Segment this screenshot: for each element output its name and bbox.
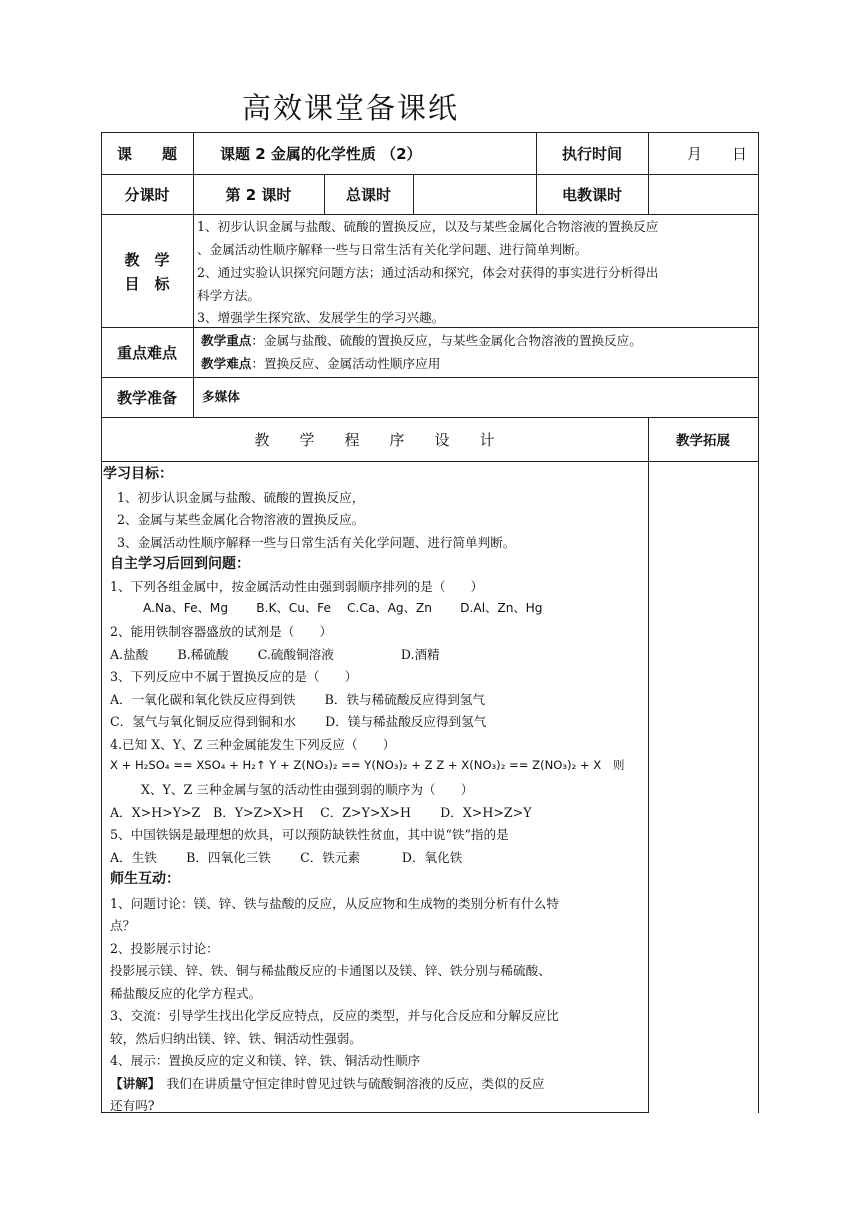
question-options: A．一氧化碳和氧化铁反应得到铁 B．铁与稀硫酸反应得到氢气 [110, 692, 485, 707]
difficulty-text: ：置换反应、金属活动性顺序应用 [251, 356, 441, 371]
lecture-line: 还有吗? [110, 1098, 155, 1113]
equation-line: X + H₂SO₄ == XSO₄ + H₂↑ Y + Z(NO₃)₂ == Y(NO₃)₂ + Z Z + X(NO₃)₂ == Z(NO₃)₂ + X 则 [110, 758, 625, 772]
goal-item: 1、初步认识金属与盐酸、硫酸的置换反应， [117, 490, 365, 505]
lecture-text: 我们在讲质量守恒定律时曾见过铁与硫酸铜溶液的反应，类似的反应 [154, 1076, 545, 1091]
interaction-line: 较，然后归纳出镁、锌、铁、铜活动性强弱。 [110, 1031, 362, 1046]
goal-item: 3、金属活动性顺序解释一些与日常生活有关化学问题、进行简单判断。 [117, 535, 516, 550]
question-options: A.盐酸 B.稀硫酸 C.硫酸铜溶液 D.酒精 [110, 647, 440, 662]
question-options: A．X>H>Y>Z B．Y>Z>X>H C．Z>Y>X>H D．X>H>Z>Y [110, 805, 532, 820]
exec-time-value: 月 日 [686, 144, 747, 163]
total-period-value [413, 174, 536, 214]
interaction-line: 3、交流：引导学生找出化学反应特点，反应的类型，并与化合反应和分解反应比 [110, 1008, 559, 1023]
focus-line [201, 330, 642, 353]
topic-label: 课 题 [116, 144, 177, 163]
interaction-line: 1、问题讨论：镁、锌、铁与盐酸的反应，从反应物和生成物的类别分析有什么特 [110, 896, 559, 911]
objectives-label-1: 教 学 [124, 250, 170, 269]
lecture-line [110, 1073, 544, 1092]
key-points-label: 重点难点 [116, 343, 177, 362]
objectives-line: 科学方法。 [197, 288, 260, 303]
question: X、Y、Z 三种金属与氢的活动性由强到弱的顺序为（ ） [141, 782, 474, 797]
objectives-line: 2、通过实验认识探究问题方法；通过活动和探究，体会对获得的事实进行分析得出 [197, 265, 659, 280]
question-options: A.Na、Fe、Mg B.K、Cu、Fe C.Ca、Ag、Zn D.Al、Zn、Hg [143, 601, 543, 615]
question: 5、中国铁锅是最理想的炊具，可以预防缺铁性贫血，其中说“铁”指的是 [110, 827, 509, 842]
objectives-line: 1、初步认识金属与盐酸、硫酸的置换反应，以及与某些金属化合物溶液的置换反应 [197, 219, 659, 234]
question-options: C．氢气与氧化铜反应得到铜和水 D．镁与稀盐酸反应得到氢气 [110, 714, 487, 729]
objectives-line: 3、增强学生探究欲、发展学生的学习兴趣。 [197, 310, 445, 325]
question: 3、下列反应中不属于置换反应的是（ ） [110, 669, 358, 684]
difficulty-label: 教学难点 [201, 356, 252, 371]
goal-item: 2、金属与某些金属化合物溶液的置换反应。 [117, 512, 365, 527]
extension-heading: 教学拓展 [676, 433, 730, 449]
interaction-line: 4、展示：置换反应的定义和镁、锌、铁、铜活动性顺序 [110, 1053, 421, 1068]
interaction-line: 点？ [110, 918, 136, 933]
sub-period-label: 分课时 [124, 185, 170, 204]
difficulty-line [201, 353, 440, 376]
interaction-line: 稀盐酸反应的化学方程式。 [110, 986, 262, 1001]
question: 2、能用铁制容器盛放的试剂是（ ） [110, 624, 333, 639]
preparation-value: 多媒体 [202, 389, 240, 404]
page-title: 高效课堂备课纸 [242, 91, 460, 125]
interaction-heading: 师生互动： [110, 871, 180, 887]
question: 1、下列各组金属中，按金属活动性由强到弱顺序排列的是（ ） [110, 579, 484, 594]
interaction-line: 2、投影展示讨论： [110, 941, 219, 956]
question: 4.已知 X、Y、Z 三种金属能发生下列反应（ ） [110, 737, 396, 752]
interaction-line: 投影展示镁、锌、铁、铜与稀盐酸反应的卡通图以及镁、锌、铁分别与稀硫酸、 [110, 963, 551, 978]
goals-heading: 学习目标： [103, 466, 173, 482]
exec-time-label: 执行时间 [561, 144, 622, 163]
e-period-label: 电教课时 [561, 185, 622, 204]
e-period-value [648, 174, 758, 214]
focus-label: 教学重点 [201, 333, 252, 348]
lecture-label: 【讲解】 [110, 1076, 155, 1091]
objectives-line: 、金属活动性顺序解释一些与日常生活有关化学问题、进行简单判断。 [197, 242, 588, 257]
self-study-heading: 自主学习后回到问题： [110, 556, 250, 572]
focus-text: ：金属与盐酸、硫酸的置换反应，与某些金属化合物溶液的置换反应。 [251, 333, 642, 348]
topic-value: 课题 2 金属的化学性质 （2） [220, 144, 422, 163]
sub-period-value: 第 2 课时 [225, 185, 292, 204]
total-period-label: 总课时 [345, 185, 391, 204]
preparation-label: 教学准备 [116, 388, 177, 407]
question-options: A．生铁 B．四氧化三铁 C．铁元素 D．氧化铁 [110, 850, 463, 865]
design-heading: 教 学 程 序 设 计 [254, 430, 495, 449]
objectives-label-2: 目 标 [124, 274, 170, 293]
